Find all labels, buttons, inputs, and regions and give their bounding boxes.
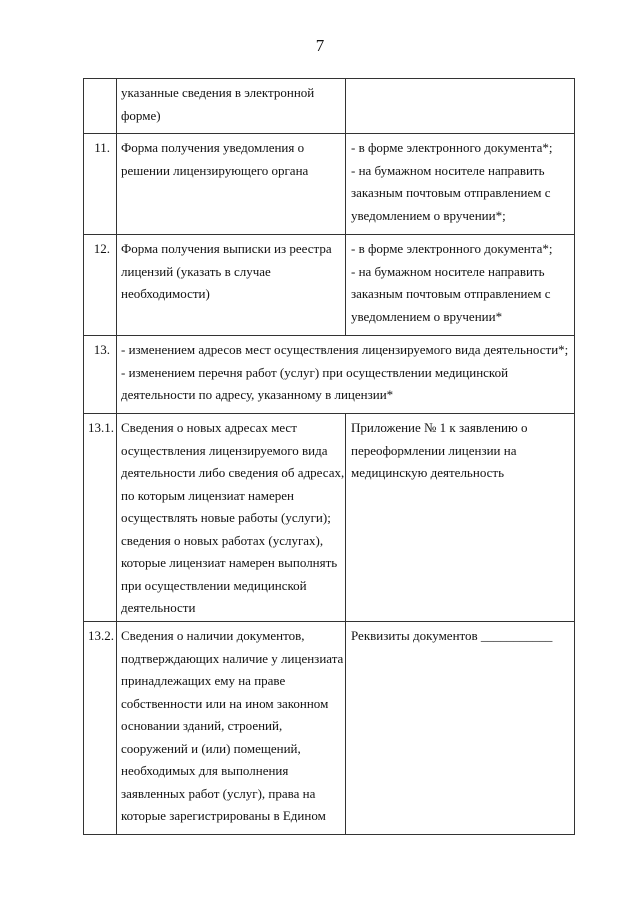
text-line: Приложение № 1 к заявлению о bbox=[351, 420, 528, 435]
table-row bbox=[84, 79, 575, 134]
text-line: - в форме электронного документа*; bbox=[351, 241, 553, 256]
text-line: сведения о новых работах (услугах), bbox=[121, 532, 324, 548]
row-full-text bbox=[117, 336, 575, 414]
row-value bbox=[346, 79, 575, 134]
text-line: решении лицензирующего органа bbox=[121, 162, 309, 178]
text-line: собственности или на ином законном bbox=[121, 695, 329, 711]
text-line: заявленных работ (услуг), права на bbox=[121, 785, 316, 801]
text-line: деятельности по адресу, указанному в лицензии* bbox=[121, 387, 394, 402]
text-line: заказным почтовым отправлением с bbox=[351, 286, 551, 301]
row-label bbox=[117, 134, 346, 235]
text-line: - на бумажном носителе направить bbox=[351, 162, 545, 178]
text-line: Сведения о новых адресах мест bbox=[121, 420, 297, 435]
table-row bbox=[84, 336, 575, 414]
text-line: сооружений и (или) помещений, bbox=[121, 740, 301, 756]
text-line: осуществлять новые работы (услуги); bbox=[121, 510, 331, 525]
text-line: которые зарегистрированы в Едином bbox=[121, 808, 326, 823]
text-line: по которым лицензиат намерен bbox=[121, 487, 294, 503]
text-line: основании зданий, строений, bbox=[121, 718, 283, 733]
text-line: деятельности bbox=[121, 600, 196, 615]
text-line: - изменением перечня работ (услуг) при осуществлении медицинской bbox=[121, 364, 509, 380]
text-line: необходимых для выполнения bbox=[121, 763, 289, 778]
text-line: Форма получения уведомления о bbox=[121, 140, 305, 155]
application-form-table bbox=[83, 78, 575, 835]
row-value bbox=[346, 414, 575, 622]
row-number: 12. bbox=[84, 235, 117, 336]
text-line: Сведения о наличии документов, bbox=[121, 628, 305, 643]
row-number bbox=[84, 79, 117, 134]
text-line: - на бумажном носителе направить bbox=[351, 263, 545, 279]
text-line: при осуществлении медицинской bbox=[121, 577, 307, 593]
text-line: Форма получения выписки из реестра bbox=[121, 241, 332, 256]
text-line: подтверждающих наличие у лицензиата bbox=[121, 650, 344, 666]
text-line: - в форме электронного документа*; bbox=[351, 140, 553, 155]
text-line: уведомлением о вручении* bbox=[351, 308, 503, 324]
row-label bbox=[117, 414, 346, 622]
text-line: медицинскую деятельность bbox=[351, 465, 505, 480]
text-line: деятельности либо сведения об адресах, bbox=[121, 465, 345, 480]
row-number: 11. bbox=[84, 134, 117, 235]
text-line: Реквизиты документов ___________ bbox=[351, 628, 553, 643]
row-value bbox=[346, 622, 575, 835]
text-line: принадлежащих ему на праве bbox=[121, 673, 286, 688]
row-number: 13. bbox=[84, 336, 117, 414]
row-value bbox=[346, 235, 575, 336]
text-line: форме) bbox=[121, 107, 161, 123]
text-line: осуществления лицензируемого вида bbox=[121, 442, 328, 458]
text-line: лицензий (указать в случае bbox=[121, 263, 271, 279]
page-number: 7 bbox=[315, 36, 325, 55]
row-number: 13.1. bbox=[84, 414, 117, 622]
text-line: переоформлении лицензии на bbox=[351, 442, 517, 458]
text-line: которые лицензиат намерен выполнять bbox=[121, 555, 338, 570]
text-line: необходимости) bbox=[121, 286, 210, 301]
text-line: - изменением адресов мест осуществления лицензируемого вида деятельности*; bbox=[121, 342, 569, 357]
row-label bbox=[117, 79, 346, 134]
row-value bbox=[346, 134, 575, 235]
text-line: уведомлением о вручении*; bbox=[351, 207, 506, 223]
table-row bbox=[84, 134, 575, 235]
text-line: заказным почтовым отправлением с bbox=[351, 185, 551, 200]
row-label bbox=[117, 622, 346, 835]
table-row bbox=[84, 622, 575, 835]
table-row bbox=[84, 235, 575, 336]
row-label bbox=[117, 235, 346, 336]
row-number: 13.2. bbox=[84, 622, 117, 835]
text-line: указанные сведения в электронной bbox=[121, 85, 315, 100]
table-row bbox=[84, 414, 575, 622]
